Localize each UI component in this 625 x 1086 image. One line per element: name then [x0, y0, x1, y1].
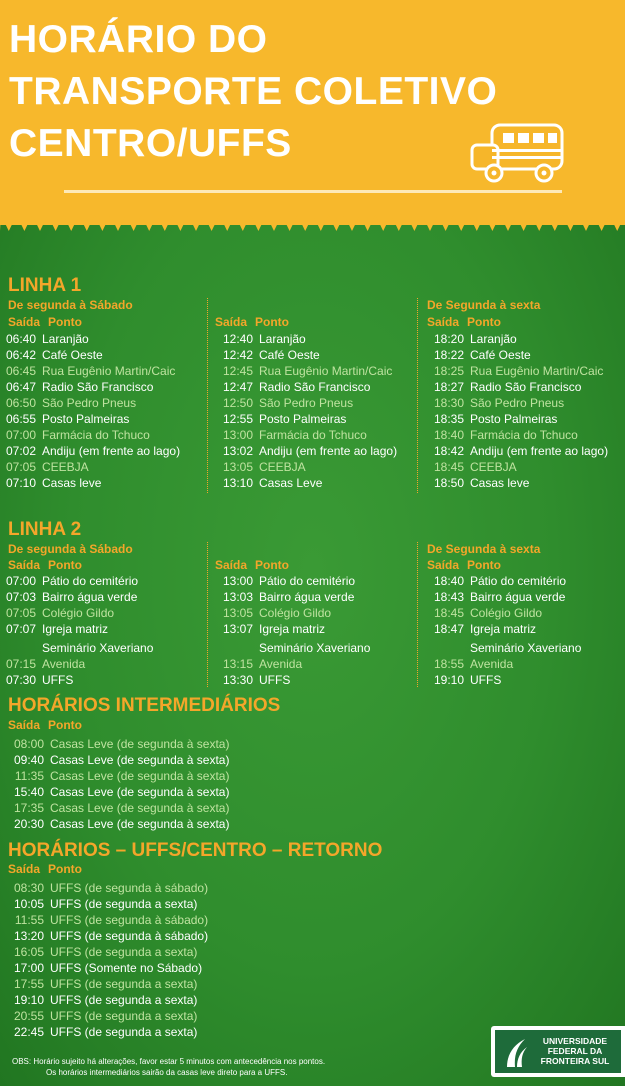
schedule-row	[8, 960, 208, 976]
linha2-col3-list	[428, 573, 581, 688]
schedule-row	[0, 347, 180, 363]
departure-time: 18:42	[433, 444, 464, 458]
stop-name: Casas leve	[470, 476, 530, 490]
departure-time: 19:10	[433, 673, 464, 687]
stop-name: UFFS (de segunda a sexta)	[50, 945, 198, 959]
schedule-row	[0, 427, 180, 443]
schedule-row	[8, 928, 208, 944]
departure-time: 07:30	[5, 673, 36, 687]
departure-time: 06:55	[5, 412, 36, 426]
stop-name: Avenida	[42, 657, 86, 671]
col-point-header: Ponto	[467, 558, 502, 572]
stop-name: UFFS	[259, 673, 291, 687]
departure-time: 13:00	[222, 574, 253, 588]
col-time-header: Saída	[8, 862, 41, 876]
departure-time: 11:55	[14, 913, 44, 927]
schedule-row	[428, 379, 608, 395]
departure-time: 13:00	[222, 428, 253, 442]
footer-note-line-1: OBS: Horário sujeito há alterações, favor estar 5 minutos com antecedência nos pontos.	[12, 1057, 326, 1066]
linha1-col1-header	[8, 315, 82, 329]
zigzag-divider	[0, 205, 625, 235]
stop-name: Avenida	[470, 657, 514, 671]
col-time-header: Saída	[427, 558, 460, 572]
column-divider	[417, 298, 418, 493]
schedule-row	[217, 363, 397, 379]
schedule-row	[217, 621, 370, 637]
departure-time: 18:55	[433, 657, 464, 671]
schedule-row	[428, 621, 581, 637]
logo-line-1: UNIVERSIDADE	[542, 1036, 608, 1046]
schedule-row	[8, 976, 208, 992]
stop-name: CEEBJA	[470, 460, 517, 474]
departure-time: 07:00	[5, 428, 36, 442]
stop-name: Casas Leve (de segunda à sexta)	[50, 737, 230, 751]
stop-name: Café Oeste	[470, 348, 531, 362]
stop-name: Pátio do cemitério	[42, 574, 139, 588]
departure-time: 20:30	[13, 817, 44, 831]
schedule-row	[0, 475, 180, 491]
stop-name: Andiju (em frente ao lago)	[259, 444, 398, 458]
departure-time: 09:40	[13, 753, 44, 767]
linha2-col2-header	[215, 558, 289, 572]
col-point-header: Ponto	[467, 315, 502, 329]
stop-name: Farmácia do Tchuco	[259, 428, 367, 442]
schedule-note: Seminário Xaveriano	[42, 641, 154, 655]
stop-name: Radio São Francisco	[470, 380, 582, 394]
col-point-header: Ponto	[48, 315, 83, 329]
linha2-col3-label: De Segunda à sexta	[427, 542, 541, 556]
title-line-3: CENTRO/UFFS	[9, 122, 292, 165]
schedule-note: Seminário Xaveriano	[470, 641, 582, 655]
col-point-header: Ponto	[255, 558, 290, 572]
departure-time: 06:50	[5, 396, 36, 410]
school-bus-icon	[470, 123, 566, 185]
schedule-row	[428, 589, 581, 605]
departure-time: 18:30	[433, 396, 464, 410]
schedule-row	[217, 443, 397, 459]
stop-name: Farmácia do Tchuco	[470, 428, 578, 442]
linha1-col3-label: De Segunda à sexta	[427, 298, 541, 312]
stop-name: UFFS (de segunda a sexta)	[50, 897, 198, 911]
logo-line-2: FEDERAL DA	[547, 1046, 603, 1056]
schedule-row	[428, 475, 608, 491]
schedule-row	[8, 912, 208, 928]
linha2-col2-list	[217, 573, 370, 688]
departure-time: 13:03	[222, 590, 253, 604]
schedule-row	[0, 573, 153, 589]
stop-name: UFFS	[470, 673, 502, 687]
departure-time: 13:05	[222, 460, 253, 474]
linha1-col2-list	[217, 331, 397, 491]
schedule-row	[428, 605, 581, 621]
departure-time: 06:42	[5, 348, 36, 362]
departure-time: 18:40	[433, 428, 464, 442]
departure-time: 13:20	[13, 929, 44, 943]
stop-name: Laranjão	[470, 332, 517, 346]
linha2-title: LINHA 2	[8, 519, 82, 540]
stop-name: CEEBJA	[259, 460, 306, 474]
linha1-title: LINHA 1	[8, 275, 82, 296]
stop-name: Casas leve	[42, 476, 102, 490]
stop-name: Casas Leve	[259, 476, 323, 490]
stop-name: Radio São Francisco	[259, 380, 371, 394]
schedule-row	[428, 347, 608, 363]
departure-time: 18:20	[433, 332, 464, 346]
stop-name: Igreja matriz	[42, 622, 109, 636]
schedule-row	[0, 656, 153, 672]
page-title	[9, 14, 497, 170]
column-divider	[207, 542, 208, 687]
departure-time: 12:55	[222, 412, 253, 426]
schedule-row	[8, 800, 229, 816]
schedule-row	[428, 443, 608, 459]
schedule-row	[8, 992, 208, 1008]
stop-name: UFFS	[42, 673, 74, 687]
stop-name: Pátio do cemitério	[259, 574, 356, 588]
col-time-header: Saída	[427, 315, 460, 329]
stop-name: Bairro água verde	[42, 590, 138, 604]
stop-name: UFFS (de segunda a sexta)	[50, 993, 198, 1007]
stop-name: UFFS (de segunda à sábado)	[50, 881, 209, 895]
stop-name: Avenida	[259, 657, 303, 671]
stop-name: Posto Palmeiras	[470, 412, 558, 426]
schedule-row	[0, 363, 180, 379]
col-time-header: Saída	[8, 315, 41, 329]
departure-time: 22:45	[13, 1025, 44, 1039]
linha1-col1-label: De segunda à Sábado	[8, 298, 133, 312]
departure-time: 18:45	[433, 606, 464, 620]
schedule-row	[428, 656, 581, 672]
schedule-row	[8, 1008, 208, 1024]
stop-name: Rua Eugênio Martin/Caic	[259, 364, 393, 378]
departure-time: 10:05	[13, 897, 44, 911]
stop-name: Casas Leve (de segunda à sexta)	[50, 785, 230, 799]
title-line-1: HORÁRIO DO	[9, 18, 268, 61]
stop-name: Bairro água verde	[259, 590, 355, 604]
schedule-row	[0, 621, 153, 637]
stop-name: Café Oeste	[259, 348, 320, 362]
departure-time: 08:00	[13, 737, 44, 751]
departure-time: 08:30	[13, 881, 44, 895]
col-point-header: Ponto	[48, 862, 83, 876]
retorno-header	[8, 862, 82, 876]
column-divider	[417, 542, 418, 687]
schedule-row	[8, 880, 208, 896]
departure-time: 13:10	[222, 476, 253, 490]
col-point-header: Ponto	[48, 718, 83, 732]
schedule-row	[217, 656, 370, 672]
stop-name: CEEBJA	[42, 460, 89, 474]
stop-name: Igreja matriz	[470, 622, 537, 636]
departure-time: 07:07	[5, 622, 36, 636]
schedule-row	[217, 427, 397, 443]
stop-name: Posto Palmeiras	[42, 412, 130, 426]
schedule-row	[428, 427, 608, 443]
linha1-col1-list	[0, 331, 180, 491]
linha1-col2-header	[215, 315, 289, 329]
departure-time: 18:22	[433, 348, 464, 362]
departure-time: 18:40	[433, 574, 464, 588]
stop-name: Rua Eugênio Martin/Caic	[42, 364, 176, 378]
schedule-row	[8, 944, 208, 960]
retorno-title: HORÁRIOS – UFFS/CENTRO – RETORNO	[8, 840, 383, 861]
schedule-row	[0, 589, 153, 605]
departure-time: 20:55	[13, 1009, 44, 1023]
stop-name: Laranjão	[259, 332, 306, 346]
column-divider	[207, 298, 208, 493]
schedule-row	[428, 459, 608, 475]
intermediarios-list	[8, 736, 229, 832]
stop-name: Bairro água verde	[470, 590, 566, 604]
stop-name: Café Oeste	[42, 348, 103, 362]
uffs-logo-text	[531, 1036, 619, 1066]
col-time-header: Saída	[215, 558, 248, 572]
schedule-row	[8, 896, 208, 912]
schedule-row	[428, 573, 581, 589]
schedule-row	[217, 379, 397, 395]
schedule-row	[217, 347, 397, 363]
departure-time: 06:45	[5, 364, 36, 378]
header-banner	[0, 0, 625, 225]
uffs-logo-mark-icon	[503, 1037, 529, 1069]
departure-time: 12:50	[222, 396, 253, 410]
departure-time: 07:10	[5, 476, 36, 490]
schedule-row	[217, 395, 397, 411]
departure-time: 07:15	[5, 657, 36, 671]
stop-name: Farmácia do Tchuco	[42, 428, 150, 442]
departure-time: 06:47	[5, 380, 36, 394]
stop-name: Colégio Gildo	[259, 606, 332, 620]
schedule-row	[217, 459, 397, 475]
departure-time: 13:15	[222, 657, 253, 671]
departure-time: 06:40	[5, 332, 36, 346]
schedule-row	[0, 672, 153, 688]
schedule-row	[0, 459, 180, 475]
stop-name: Posto Palmeiras	[259, 412, 347, 426]
stop-name: São Pedro Pneus	[259, 396, 354, 410]
departure-time: 12:45	[222, 364, 253, 378]
col-point-header: Ponto	[255, 315, 290, 329]
logo-line-3: FRONTEIRA SUL	[540, 1056, 610, 1066]
schedule-row	[428, 411, 608, 427]
schedule-row	[8, 1024, 208, 1040]
col-time-header: Saída	[8, 718, 41, 732]
stop-name: Andiju (em frente ao lago)	[470, 444, 609, 458]
stop-name: São Pedro Pneus	[470, 396, 565, 410]
stop-name: UFFS (de segunda a sexta)	[50, 1009, 198, 1023]
schedule-row	[0, 443, 180, 459]
linha2-col1-header	[8, 558, 82, 572]
departure-time: 07:02	[5, 444, 36, 458]
departure-time: 13:07	[222, 622, 253, 636]
schedule-row	[8, 768, 229, 784]
schedule-row	[217, 475, 397, 491]
schedule-row	[428, 331, 608, 347]
departure-time: 18:47	[433, 622, 464, 636]
departure-time: 07:00	[5, 574, 36, 588]
departure-time: 12:42	[222, 348, 253, 362]
linha2-col3-header	[427, 558, 501, 572]
col-time-header: Saída	[215, 315, 248, 329]
departure-time: 18:43	[433, 590, 464, 604]
col-point-header: Ponto	[48, 558, 83, 572]
departure-time: 19:10	[13, 993, 44, 1007]
departure-time: 13:30	[222, 673, 253, 687]
stop-name: Laranjão	[42, 332, 89, 346]
schedule-row	[8, 784, 229, 800]
departure-time: 18:50	[433, 476, 464, 490]
departure-time: 17:35	[13, 801, 44, 815]
uffs-logo	[491, 1026, 625, 1077]
footer-note	[12, 1056, 325, 1078]
stop-name: Colégio Gildo	[470, 606, 543, 620]
stop-name: Pátio do cemitério	[470, 574, 567, 588]
footer-note-line-2: Os horários intermediários sairão da casas leve direto para a UFFS.	[46, 1068, 288, 1077]
stop-name: UFFS (de segunda a sexta)	[50, 977, 198, 991]
title-line-2: TRANSPORTE COLETIVO	[9, 70, 498, 113]
schedule-row	[217, 411, 397, 427]
schedule-row	[428, 395, 608, 411]
departure-time: 18:45	[433, 460, 464, 474]
schedule-row	[428, 672, 581, 688]
departure-time: 13:02	[222, 444, 253, 458]
title-rule	[64, 190, 562, 193]
linha2-col1-list	[0, 573, 153, 688]
stop-name: UFFS (de segunda a sexta)	[50, 1025, 198, 1039]
departure-time: 11:35	[14, 769, 44, 783]
departure-time: 18:27	[433, 380, 464, 394]
col-time-header: Saída	[8, 558, 41, 572]
linha2-col1-label: De segunda à Sábado	[8, 542, 133, 556]
schedule-row	[8, 752, 229, 768]
intermediarios-header	[8, 718, 82, 732]
departure-time: 17:00	[13, 961, 44, 975]
departure-time: 12:47	[222, 380, 253, 394]
stop-name: Andiju (em frente ao lago)	[42, 444, 181, 458]
schedule-row	[0, 395, 180, 411]
stop-name: UFFS (de segunda à sábado)	[50, 929, 209, 943]
departure-time: 18:35	[433, 412, 464, 426]
stop-name: Radio São Francisco	[42, 380, 154, 394]
departure-time: 17:55	[13, 977, 44, 991]
schedule-row	[217, 331, 397, 347]
linha1-col3-header	[427, 315, 501, 329]
stop-name: São Pedro Pneus	[42, 396, 137, 410]
linha1-col3-list	[428, 331, 608, 491]
schedule-row	[217, 605, 370, 621]
schedule-row	[217, 573, 370, 589]
stop-name: UFFS (Somente no Sábado)	[50, 961, 203, 975]
schedule-row	[0, 411, 180, 427]
stop-name: Rua Eugênio Martin/Caic	[470, 364, 604, 378]
departure-time: 18:25	[433, 364, 464, 378]
schedule-row	[217, 672, 370, 688]
schedule-row	[0, 331, 180, 347]
stop-name: Casas Leve (de segunda à sexta)	[50, 801, 230, 815]
stop-name: Colégio Gildo	[42, 606, 115, 620]
schedule-row	[0, 379, 180, 395]
departure-time: 12:40	[222, 332, 253, 346]
stop-name: Igreja matriz	[259, 622, 326, 636]
stop-name: Casas Leve (de segunda à sexta)	[50, 769, 230, 783]
departure-time: 15:40	[13, 785, 44, 799]
stop-name: Casas Leve (de segunda à sexta)	[50, 753, 230, 767]
departure-time: 07:05	[5, 460, 36, 474]
stop-name: Casas Leve (de segunda à sexta)	[50, 817, 230, 831]
departure-time: 07:03	[5, 590, 36, 604]
departure-time: 07:05	[5, 606, 36, 620]
schedule-row	[217, 589, 370, 605]
stop-name: UFFS (de segunda à sábado)	[50, 913, 209, 927]
intermediarios-title: HORÁRIOS INTERMEDIÁRIOS	[8, 695, 281, 716]
schedule-note: Seminário Xaveriano	[259, 641, 371, 655]
retorno-list	[8, 880, 208, 1040]
schedule-row	[428, 363, 608, 379]
schedule-row	[8, 736, 229, 752]
schedule-row	[0, 605, 153, 621]
schedule-row	[8, 816, 229, 832]
departure-time: 13:05	[222, 606, 253, 620]
departure-time: 16:05	[13, 945, 44, 959]
